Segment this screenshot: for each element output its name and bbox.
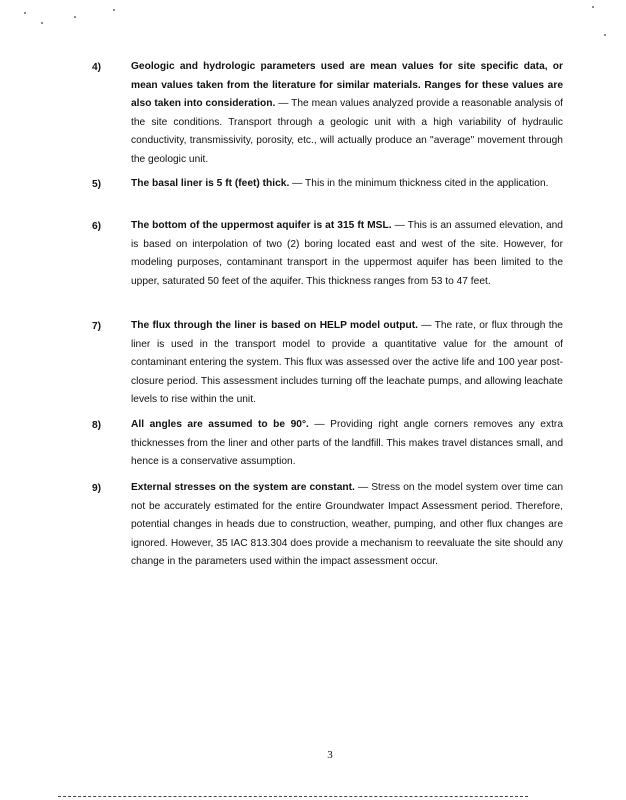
item-number: 6) xyxy=(92,221,102,232)
item-body: Stress on the model system over time can not be accurately estimated for the entire Groundwater Impact Assessment period. Therefore, potential changes in heads due to construction, weather, pumping, and other flux changes are ignored. However, 35 IAC 813.304 does provide a mechanism to reevaluate the site should any change in the parameters used within the impact assessment occur. xyxy=(131,482,564,568)
item-heading: Geologic and hydrologic parameters used are mean values for site specific data, or mean values taken from the literature for similar materials. Ranges for these values are also taken into consideration. xyxy=(131,61,563,110)
item-body: Providing right angle corners removes any extra thicknesses from the liner and other parts of the landfill. This makes travel distances small, and hence is a conservative assumption. xyxy=(131,419,563,468)
scan-edge-rule xyxy=(58,796,528,798)
item-separator: — xyxy=(417,320,435,331)
scan-speck xyxy=(592,6,594,8)
scan-speck xyxy=(24,12,26,14)
item-heading: External stresses on the system are constant. xyxy=(131,482,355,493)
item-number: 8) xyxy=(92,420,102,431)
item-heading: The basal liner is 5 ft (feet) thick. xyxy=(131,178,290,189)
item-text xyxy=(131,317,563,410)
item-body: This is an assumed elevation, and is based on interpolation of two (2) boring located east and west of the site. However, for modeling purposes, contaminant transport in the uppermost aquifer has been limited to the upper, saturated 50 feet of the aquifer. This thickness ranges from 53 to 47 feet. xyxy=(131,220,563,287)
item-separator: — xyxy=(354,482,372,493)
scan-speck xyxy=(74,16,76,18)
item-text xyxy=(131,217,563,291)
scan-speck xyxy=(113,9,115,11)
item-text xyxy=(131,175,563,194)
item-number: 7) xyxy=(92,321,102,332)
item-text xyxy=(131,416,563,472)
item-number: 5) xyxy=(92,179,102,190)
item-text xyxy=(131,479,563,572)
item-number: 9) xyxy=(92,483,102,494)
item-number: 4) xyxy=(92,62,102,73)
item-body: This in the minimum thickness cited in the application. xyxy=(305,178,549,189)
item-heading: The flux through the liner is based on HELP model output. xyxy=(131,320,418,331)
page-number: 3 xyxy=(327,749,333,761)
item-separator: — xyxy=(391,220,408,231)
item-heading: The bottom of the uppermost aquifer is at 315 ft MSL. xyxy=(131,220,392,231)
scan-speck xyxy=(604,34,606,36)
item-separator: — xyxy=(308,419,331,430)
scan-speck xyxy=(41,22,43,24)
item-heading: All angles are assumed to be 90°. xyxy=(131,419,309,430)
item-body: The rate, or flux through the liner is used in the transport model to provide a quantitative value for the amount of contaminant entering the system. This flux was assessed over the active life and 100 year post-closure period. This assessment includes turning off the leachate pumps, and allowing leachate levels to rise within the unit. xyxy=(131,320,563,406)
item-separator: — xyxy=(289,178,306,189)
item-separator: — xyxy=(275,98,292,110)
item-body: The mean values analyzed provide a reasonable analysis of the site conditions. Transport through a geologic unit with a high variability of hydraulic conductivity, transmissivity, porosity, etc., will actually produce an "average" movement through the geologic unit. xyxy=(131,98,563,165)
item-text xyxy=(131,58,563,170)
